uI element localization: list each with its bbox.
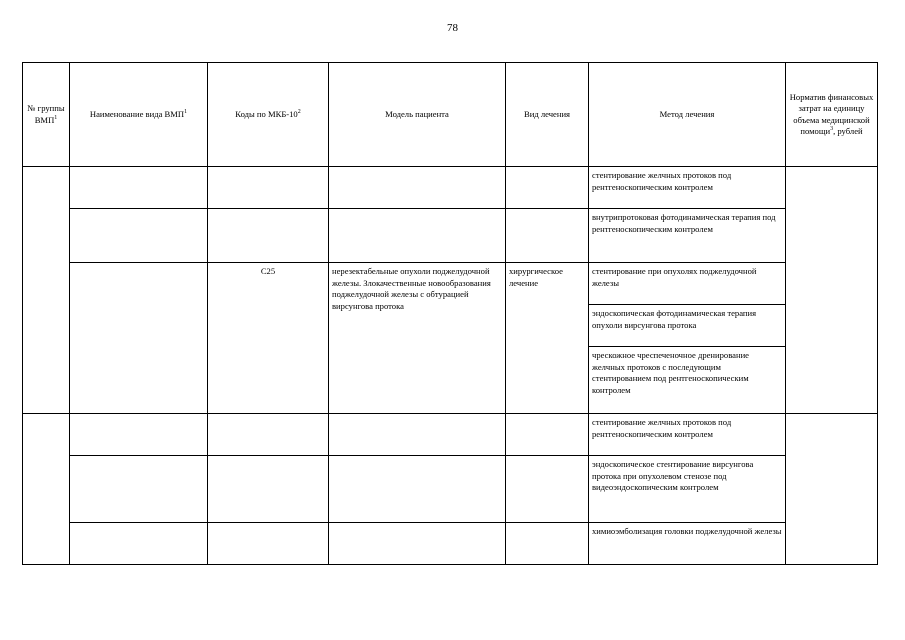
header-patient-model: Модель пациента [329,63,506,167]
table-row [23,456,878,523]
treatment-type-cell [506,414,589,456]
header-treatment-type: Вид лечения [506,63,589,167]
patient-model-cell [329,167,506,209]
patient-model-cell [329,523,506,565]
header-vmp-name: Наименование вида ВМП$^1$ [70,63,208,167]
vmp-name-cell [70,263,208,414]
icd-code-cell: C25 [208,263,329,414]
treatment-type-cell [506,456,589,523]
group-number-cell [23,414,70,565]
patient-model-cell [329,209,506,263]
table-row [23,263,878,305]
header-group-number: № группы ВМП$^1$ [23,63,70,167]
treatment-method-cell: химиоэмболизация головки поджелудочной железы [589,523,786,565]
vmp-name-cell [70,209,208,263]
table-header-row [23,63,878,167]
treatment-method-cell: внутрипротоковая фотодинамическая терапия под рентгеноскопическим контролем [589,209,786,263]
icd-code-cell [208,209,329,263]
header-treatment-method: Метод лечения [589,63,786,167]
table-row [23,523,878,565]
treatment-method-cell: стентирование желчных протоков под рентгеноскопическим контролем [589,167,786,209]
table-row [23,167,878,209]
treatment-type-cell [506,167,589,209]
icd-code-cell [208,167,329,209]
icd-code-cell [208,523,329,565]
header-icd-codes: Коды по МКБ-$10^2$ [208,63,329,167]
treatment-type-cell [506,209,589,263]
treatment-method-cell: эндоскопическое стентирование вирсунгова протока при опухолевом стенозе под видеоэндоскопическим контролем [589,456,786,523]
treatment-method-cell: стентирование желчных протоков под рентгеноскопическим контролем [589,414,786,456]
treatment-method-cell: эндоскопическая фотодинамическая терапия опухоли вирсунгова протока [589,305,786,347]
page-number: 78 [447,22,458,34]
patient-model-cell [329,456,506,523]
vmp-name-cell [70,414,208,456]
treatment-method-cell: чрескожное чреспеченочное дренирование желчных протоков с последующим стентированием под рентгеноскопическим контролем [589,347,786,414]
cost-norm-cell [786,414,878,565]
treatment-type-cell [506,523,589,565]
vmp-name-cell [70,523,208,565]
treatment-type-cell: хирургическое лечение [506,263,589,414]
icd-code-cell [208,414,329,456]
icd-code-cell [208,456,329,523]
header-cost-norm: Норматив финансовых затрат на единицу объема медицинской помощи$^3$, рублей [786,63,878,167]
cost-norm-cell [786,167,878,414]
table-row [23,209,878,263]
vmp-name-cell [70,167,208,209]
vmp-name-cell [70,456,208,523]
patient-model-cell [329,414,506,456]
table-row [23,414,878,456]
vmp-table [22,62,878,565]
patient-model-cell: нерезектабельные опухоли поджелудочной железы. Злокачественные новообразования поджелудочной железы с обтурацией вирсунгова протока [329,263,506,414]
group-number-cell [23,167,70,414]
treatment-method-cell: стентирование при опухолях поджелудочной железы [589,263,786,305]
